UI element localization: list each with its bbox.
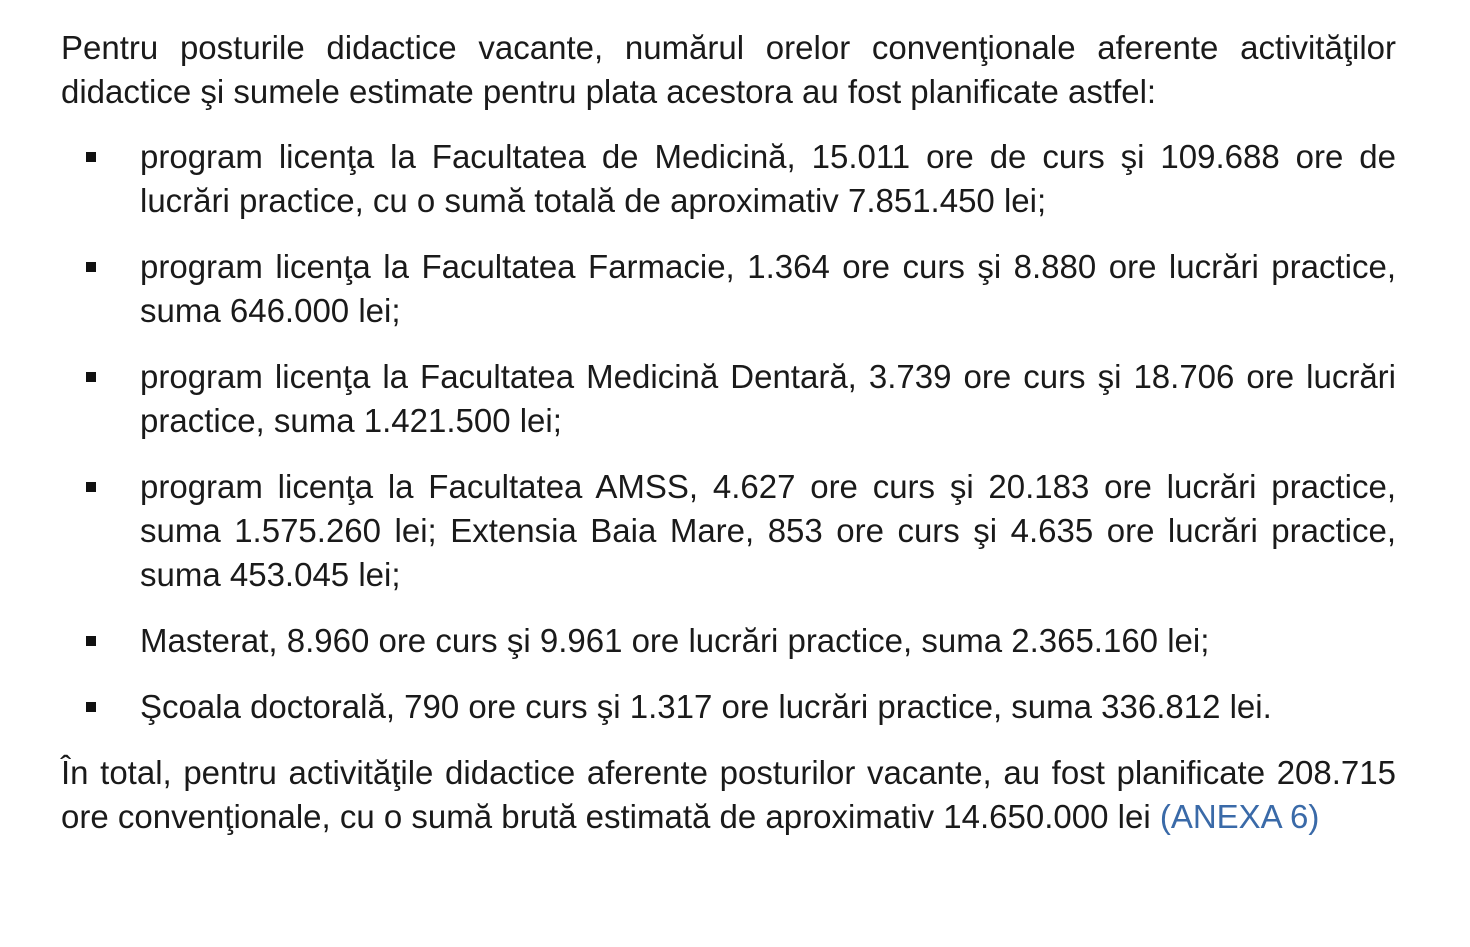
closing-paragraph xyxy=(61,751,1396,839)
intro-paragraph: Pentru posturile didactice vacante, numărul orelor convenţionale aferente activităţilor didactice şi sumele estimate pentru plata acestora au fost planificate astfel: xyxy=(61,29,1396,110)
list-item xyxy=(61,465,1396,597)
square-bullet-icon xyxy=(86,702,96,712)
annex-link[interactable]: (ANEXA 6) xyxy=(1159,798,1320,835)
bullet-list xyxy=(61,135,1396,729)
square-bullet-icon xyxy=(86,372,96,382)
list-item xyxy=(61,685,1396,729)
list-item-text: program licenţa la Facultatea Medicină Dentară, 3.739 ore curs şi 18.706 ore lucrări practice, suma 1.421.500 lei; xyxy=(140,358,1396,439)
square-bullet-icon xyxy=(86,636,96,646)
square-bullet-icon xyxy=(86,152,96,162)
list-item xyxy=(61,619,1396,663)
square-bullet-icon xyxy=(86,262,96,272)
list-item-text: program licenţa la Facultatea Farmacie, 1.364 ore curs şi 8.880 ore lucrări practice, suma 646.000 lei; xyxy=(140,248,1396,329)
list-item-text: Masterat, 8.960 ore curs şi 9.961 ore lucrări practice, suma 2.365.160 lei; xyxy=(140,622,1210,659)
square-bullet-icon xyxy=(86,482,96,492)
list-item xyxy=(61,245,1396,333)
list-item-text: program licenţa la Facultatea AMSS, 4.627 ore curs şi 20.183 ore lucrări practice, suma 1.575.260 lei; Extensia Baia Mare, 853 ore curs şi 4.635 ore lucrări practice, suma 453.045 lei; xyxy=(140,468,1396,593)
list-item xyxy=(61,355,1396,443)
list-item xyxy=(61,135,1396,223)
document-page xyxy=(61,26,1396,839)
closing-text: În total, pentru activităţile didactice aferente posturilor vacante, au fost planificate 208.715 ore convenţionale, cu o sumă brută estimată de aproximativ 14.650.000 lei xyxy=(61,754,1396,835)
list-item-text: Şcoala doctorală, 790 ore curs şi 1.317 ore lucrări practice, suma 336.812 lei. xyxy=(140,688,1272,725)
list-item-text: program licenţa la Facultatea de Medicină, 15.011 ore de curs şi 109.688 ore de lucrări practice, cu o sumă totală de aproximativ 7.851.450 lei; xyxy=(140,138,1396,219)
